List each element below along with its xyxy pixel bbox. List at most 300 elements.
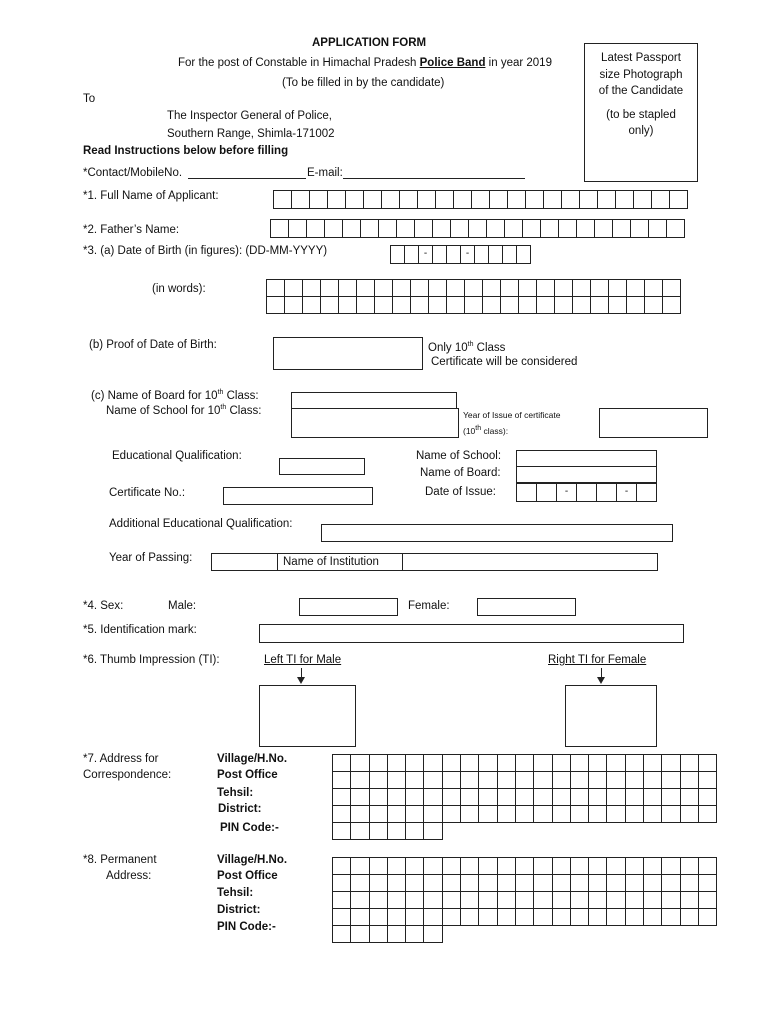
grid-cell[interactable] [498, 875, 516, 892]
grid-cell[interactable] [436, 191, 454, 209]
grid-cell[interactable] [573, 297, 591, 314]
grid-cell[interactable] [631, 220, 649, 238]
grid-cell[interactable] [370, 823, 388, 840]
grid-cell[interactable] [461, 755, 479, 772]
grid-cell[interactable] [577, 484, 597, 502]
cert-no-input[interactable] [223, 487, 373, 505]
grid-cell[interactable] [553, 875, 571, 892]
grid-cell[interactable] [333, 823, 351, 840]
grid-cell[interactable] [626, 806, 644, 823]
grid-cell[interactable] [357, 280, 375, 297]
grid-cell[interactable] [406, 806, 424, 823]
grid-cell[interactable] [537, 297, 555, 314]
grid-cell[interactable] [644, 755, 662, 772]
dob-words-grid[interactable] [266, 279, 681, 314]
grid-cell[interactable] [375, 280, 393, 297]
grid-cell[interactable] [498, 772, 516, 789]
grid-cell[interactable] [652, 191, 670, 209]
grid-cell[interactable] [644, 789, 662, 806]
grid-cell[interactable] [607, 789, 625, 806]
grid-cell[interactable] [644, 806, 662, 823]
grid-cell[interactable] [501, 297, 519, 314]
grid-cell[interactable] [325, 220, 343, 238]
grid-cell[interactable] [465, 280, 483, 297]
grid-cell[interactable] [607, 909, 625, 926]
grid-cell[interactable] [626, 892, 644, 909]
grid-cell[interactable] [589, 772, 607, 789]
grid-cell[interactable] [645, 280, 663, 297]
grid-cell[interactable] [699, 875, 717, 892]
grid-cell[interactable] [443, 789, 461, 806]
grid-cell[interactable] [699, 892, 717, 909]
grid-cell[interactable] [526, 191, 544, 209]
grid-cell[interactable] [598, 191, 616, 209]
grid-cell[interactable] [303, 280, 321, 297]
grid-cell[interactable] [553, 892, 571, 909]
grid-cell[interactable] [627, 297, 645, 314]
grid-cell[interactable] [607, 858, 625, 875]
grid-cell[interactable] [589, 806, 607, 823]
grid-cell[interactable] [310, 191, 328, 209]
grid-cell[interactable] [662, 892, 680, 909]
grid-cell[interactable] [443, 858, 461, 875]
grid-cell[interactable] [429, 297, 447, 314]
grid-cell[interactable] [516, 755, 534, 772]
grid-cell[interactable] [375, 297, 393, 314]
grid-cell[interactable] [591, 297, 609, 314]
grid-cell[interactable] [571, 772, 589, 789]
grid-cell[interactable] [662, 875, 680, 892]
grid-cell[interactable] [443, 875, 461, 892]
grid-cell[interactable] [406, 823, 424, 840]
grid-cell[interactable] [388, 909, 406, 926]
grid-cell[interactable] [589, 858, 607, 875]
grid-cell[interactable] [339, 280, 357, 297]
grid-cell[interactable] [663, 280, 681, 297]
grid-cell[interactable] [429, 280, 447, 297]
grid-cell[interactable] [370, 892, 388, 909]
grid-cell[interactable] [461, 806, 479, 823]
right-ti-box[interactable] [565, 685, 657, 747]
grid-cell[interactable] [461, 892, 479, 909]
grid-cell[interactable] [433, 220, 451, 238]
grid-cell[interactable] [662, 789, 680, 806]
grid-cell[interactable] [424, 858, 442, 875]
grid-cell[interactable] [303, 297, 321, 314]
grid-cell[interactable] [537, 280, 555, 297]
grid-cell[interactable] [699, 858, 717, 875]
grid-cell[interactable] [411, 297, 429, 314]
left-ti-box[interactable] [259, 685, 356, 747]
date-issue-grid[interactable] [516, 483, 657, 502]
grid-cell[interactable] [663, 297, 681, 314]
grid-cell[interactable] [534, 755, 552, 772]
identification-input[interactable] [259, 624, 684, 643]
grid-cell[interactable] [461, 789, 479, 806]
grid-cell[interactable] [333, 789, 351, 806]
grid-cell[interactable] [370, 875, 388, 892]
grid-cell[interactable] [465, 297, 483, 314]
grid-cell[interactable] [609, 280, 627, 297]
grid-cell[interactable] [607, 806, 625, 823]
grid-cell[interactable] [406, 875, 424, 892]
grid-cell[interactable] [516, 875, 534, 892]
grid-cell[interactable] [424, 823, 442, 840]
grid-cell[interactable] [516, 858, 534, 875]
grid-cell[interactable] [516, 892, 534, 909]
grid-cell[interactable] [681, 772, 699, 789]
grid-cell[interactable] [626, 755, 644, 772]
grid-cell[interactable] [271, 220, 289, 238]
grid-cell[interactable] [626, 909, 644, 926]
grid-cell[interactable] [516, 909, 534, 926]
grid-cell[interactable] [447, 246, 461, 264]
grid-cell[interactable] [501, 280, 519, 297]
grid-cell[interactable] [351, 789, 369, 806]
grid-cell[interactable] [534, 858, 552, 875]
grid-cell[interactable] [382, 191, 400, 209]
grid-cell[interactable] [479, 892, 497, 909]
grid-cell[interactable] [424, 892, 442, 909]
grid-cell[interactable] [443, 892, 461, 909]
edu-school-input[interactable] [516, 450, 657, 467]
grid-cell[interactable] [541, 220, 559, 238]
grid-cell[interactable] [498, 909, 516, 926]
grid-cell[interactable] [388, 875, 406, 892]
grid-cell[interactable] [553, 772, 571, 789]
grid-cell[interactable] [267, 297, 285, 314]
grid-cell[interactable] [388, 755, 406, 772]
grid-cell[interactable] [472, 191, 490, 209]
grid-cell[interactable] [644, 772, 662, 789]
grid-cell[interactable] [333, 926, 351, 943]
grid-cell[interactable] [516, 772, 534, 789]
grid-cell[interactable] [637, 484, 657, 502]
grid-cell[interactable] [644, 909, 662, 926]
dob-proof-box[interactable] [273, 337, 423, 370]
grid-cell[interactable] [411, 280, 429, 297]
grid-cell[interactable] [589, 909, 607, 926]
grid-cell[interactable] [406, 755, 424, 772]
grid-cell[interactable] [339, 297, 357, 314]
grid-cell[interactable] [285, 297, 303, 314]
additional-edu-input[interactable] [321, 524, 673, 542]
grid-cell[interactable] [649, 220, 667, 238]
grid-cell[interactable] [370, 806, 388, 823]
grid-cell[interactable] [571, 858, 589, 875]
grid-cell[interactable] [662, 909, 680, 926]
grid-cell[interactable] [443, 755, 461, 772]
grid-cell[interactable] [534, 892, 552, 909]
grid-cell[interactable] [591, 280, 609, 297]
grid-cell[interactable] [699, 772, 717, 789]
grid-cell[interactable] [699, 806, 717, 823]
grid-cell[interactable] [487, 220, 505, 238]
grid-cell[interactable] [406, 772, 424, 789]
grid-cell[interactable] [589, 789, 607, 806]
grid-cell[interactable] [388, 858, 406, 875]
grid-cell[interactable] [555, 297, 573, 314]
grid-cell[interactable] [461, 772, 479, 789]
grid-cell[interactable] [388, 926, 406, 943]
grid-cell[interactable] [433, 246, 447, 264]
grid-cell[interactable] [447, 280, 465, 297]
grid-cell[interactable] [607, 875, 625, 892]
photo-box[interactable]: Latest Passport size Photograph of the Candidate (to be stapled only) [584, 43, 698, 182]
grid-cell[interactable] [519, 280, 537, 297]
grid-cell[interactable] [577, 220, 595, 238]
grid-cell[interactable] [454, 191, 472, 209]
grid-cell[interactable] [343, 220, 361, 238]
mobile-field[interactable] [188, 178, 306, 179]
grid-cell[interactable] [357, 297, 375, 314]
grid-cell[interactable] [443, 772, 461, 789]
grid-cell[interactable] [292, 191, 310, 209]
grid-cell[interactable] [681, 755, 699, 772]
grid-cell[interactable] [333, 858, 351, 875]
grid-cell[interactable] [517, 484, 537, 502]
grid-cell[interactable] [370, 789, 388, 806]
corr-pin-grid[interactable] [332, 822, 443, 840]
grid-cell[interactable] [370, 858, 388, 875]
grid-cell[interactable] [607, 892, 625, 909]
grid-cell[interactable] [498, 789, 516, 806]
grid-cell[interactable] [597, 484, 617, 502]
grid-cell[interactable] [534, 875, 552, 892]
grid-cell[interactable] [534, 806, 552, 823]
grid-cell[interactable] [418, 191, 436, 209]
grid-cell[interactable] [351, 806, 369, 823]
grid-cell[interactable] [627, 280, 645, 297]
grid-cell[interactable] [571, 909, 589, 926]
grid-cell[interactable] [370, 772, 388, 789]
grid-cell[interactable] [553, 789, 571, 806]
grid-cell[interactable] [388, 823, 406, 840]
grid-cell[interactable] [498, 892, 516, 909]
full-name-grid[interactable] [273, 190, 688, 209]
grid-cell[interactable] [443, 909, 461, 926]
grid-cell[interactable] [351, 875, 369, 892]
grid-cell[interactable] [571, 789, 589, 806]
grid-cell[interactable] [351, 755, 369, 772]
email-field[interactable] [343, 178, 525, 179]
grid-cell[interactable] [424, 806, 442, 823]
grid-cell[interactable] [391, 246, 405, 264]
grid-cell[interactable] [681, 892, 699, 909]
grid-cell[interactable] [571, 875, 589, 892]
grid-cell[interactable] [571, 806, 589, 823]
grid-cell[interactable] [537, 484, 557, 502]
grid-cell[interactable] [505, 220, 523, 238]
grid-cell[interactable] [571, 755, 589, 772]
grid-cell[interactable] [274, 191, 292, 209]
grid-cell[interactable] [573, 280, 591, 297]
grid-cell[interactable] [447, 297, 465, 314]
grid-cell[interactable] [607, 755, 625, 772]
grid-cell[interactable] [370, 926, 388, 943]
grid-cell[interactable] [498, 858, 516, 875]
grid-cell[interactable] [645, 297, 663, 314]
grid-cell[interactable] [333, 875, 351, 892]
grid-cell[interactable] [351, 926, 369, 943]
grid-cell[interactable] [351, 892, 369, 909]
grid-cell[interactable] [589, 892, 607, 909]
grid-cell[interactable] [479, 858, 497, 875]
grid-cell[interactable] [544, 191, 562, 209]
grid-cell[interactable] [498, 755, 516, 772]
grid-cell[interactable] [553, 755, 571, 772]
grid-cell[interactable] [333, 806, 351, 823]
grid-cell[interactable] [370, 755, 388, 772]
grid-cell[interactable] [307, 220, 325, 238]
grid-cell[interactable] [589, 875, 607, 892]
edu-board-input[interactable] [516, 466, 657, 483]
grid-cell[interactable] [503, 246, 517, 264]
grid-cell[interactable] [699, 755, 717, 772]
grid-cell[interactable] [644, 858, 662, 875]
grid-cell[interactable] [553, 858, 571, 875]
grid-cell[interactable] [424, 789, 442, 806]
grid-cell[interactable] [406, 926, 424, 943]
grid-cell[interactable] [562, 191, 580, 209]
corr-address-grid[interactable] [332, 754, 717, 823]
grid-cell[interactable] [571, 892, 589, 909]
grid-cell[interactable] [681, 909, 699, 926]
grid-cell[interactable] [361, 220, 379, 238]
grid-cell[interactable] [667, 220, 685, 238]
grid-cell[interactable] [346, 191, 364, 209]
grid-cell[interactable] [469, 220, 487, 238]
grid-cell[interactable] [490, 191, 508, 209]
grid-cell[interactable] [406, 789, 424, 806]
father-name-grid[interactable] [270, 219, 685, 238]
grid-cell[interactable] [489, 246, 503, 264]
grid-cell[interactable] [589, 755, 607, 772]
grid-cell[interactable] [508, 191, 526, 209]
grid-cell[interactable] [609, 297, 627, 314]
grid-cell[interactable] [553, 806, 571, 823]
grid-cell[interactable] [289, 220, 307, 238]
edu-qual-input[interactable] [279, 458, 365, 475]
grid-cell[interactable] [626, 858, 644, 875]
grid-cell[interactable] [634, 191, 652, 209]
grid-cell[interactable] [443, 806, 461, 823]
grid-cell[interactable] [479, 875, 497, 892]
dob-grid[interactable] [390, 245, 531, 264]
grid-cell[interactable] [519, 297, 537, 314]
grid-cell[interactable] [415, 220, 433, 238]
grid-cell[interactable] [662, 858, 680, 875]
grid-cell[interactable] [681, 875, 699, 892]
grid-cell[interactable] [370, 909, 388, 926]
grid-cell[interactable] [479, 909, 497, 926]
grid-cell[interactable] [681, 806, 699, 823]
grid-cell[interactable] [393, 297, 411, 314]
board-input[interactable] [291, 392, 457, 409]
grid-cell[interactable] [580, 191, 598, 209]
grid-cell[interactable] [333, 772, 351, 789]
grid-cell[interactable] [406, 909, 424, 926]
grid-cell[interactable] [553, 909, 571, 926]
grid-cell[interactable] [616, 191, 634, 209]
grid-cell[interactable] [516, 789, 534, 806]
grid-cell[interactable] [534, 772, 552, 789]
grid-cell[interactable] [388, 789, 406, 806]
grid-cell[interactable] [406, 892, 424, 909]
grid-cell[interactable] [555, 280, 573, 297]
grid-cell[interactable] [351, 858, 369, 875]
grid-cell[interactable] [626, 875, 644, 892]
grid-cell[interactable] [424, 755, 442, 772]
grid-cell[interactable] [475, 246, 489, 264]
grid-cell[interactable] [388, 806, 406, 823]
grid-cell[interactable] [681, 789, 699, 806]
grid-cell[interactable] [461, 875, 479, 892]
grid-cell[interactable] [626, 772, 644, 789]
grid-cell[interactable] [613, 220, 631, 238]
grid-cell[interactable] [285, 280, 303, 297]
grid-cell[interactable] [681, 858, 699, 875]
grid-cell[interactable] [498, 806, 516, 823]
grid-cell[interactable] [424, 909, 442, 926]
female-input[interactable] [477, 598, 576, 616]
grid-cell[interactable] [351, 772, 369, 789]
grid-cell[interactable] [388, 772, 406, 789]
grid-cell[interactable] [662, 772, 680, 789]
grid-cell[interactable] [451, 220, 469, 238]
grid-cell[interactable] [328, 191, 346, 209]
grid-cell[interactable] [479, 806, 497, 823]
grid-cell[interactable] [461, 858, 479, 875]
perm-pin-grid[interactable] [332, 925, 443, 943]
grid-cell[interactable] [644, 892, 662, 909]
grid-cell[interactable] [523, 220, 541, 238]
grid-cell[interactable] [333, 755, 351, 772]
grid-cell[interactable] [699, 909, 717, 926]
grid-cell[interactable] [516, 806, 534, 823]
grid-cell[interactable] [479, 772, 497, 789]
grid-cell[interactable] [479, 755, 497, 772]
grid-cell[interactable] [379, 220, 397, 238]
grid-cell[interactable] [400, 191, 418, 209]
grid-cell[interactable] [517, 246, 531, 264]
grid-cell[interactable] [607, 772, 625, 789]
grid-cell[interactable] [393, 280, 411, 297]
grid-cell[interactable] [662, 755, 680, 772]
grid-cell[interactable] [351, 909, 369, 926]
grid-cell[interactable] [424, 875, 442, 892]
grid-cell[interactable] [534, 909, 552, 926]
grid-cell[interactable] [534, 789, 552, 806]
grid-cell[interactable] [397, 220, 415, 238]
grid-cell[interactable] [267, 280, 285, 297]
male-input[interactable] [299, 598, 398, 616]
grid-cell[interactable] [479, 789, 497, 806]
grid-cell[interactable] [424, 926, 442, 943]
grid-cell[interactable] [559, 220, 577, 238]
grid-cell[interactable] [626, 789, 644, 806]
grid-cell[interactable] [321, 297, 339, 314]
grid-cell[interactable] [483, 280, 501, 297]
grid-cell[interactable] [364, 191, 382, 209]
grid-cell[interactable] [333, 892, 351, 909]
grid-cell[interactable] [483, 297, 501, 314]
grid-cell[interactable] [424, 772, 442, 789]
grid-cell[interactable] [461, 909, 479, 926]
grid-cell[interactable] [351, 823, 369, 840]
grid-cell[interactable] [670, 191, 688, 209]
grid-cell[interactable] [662, 806, 680, 823]
